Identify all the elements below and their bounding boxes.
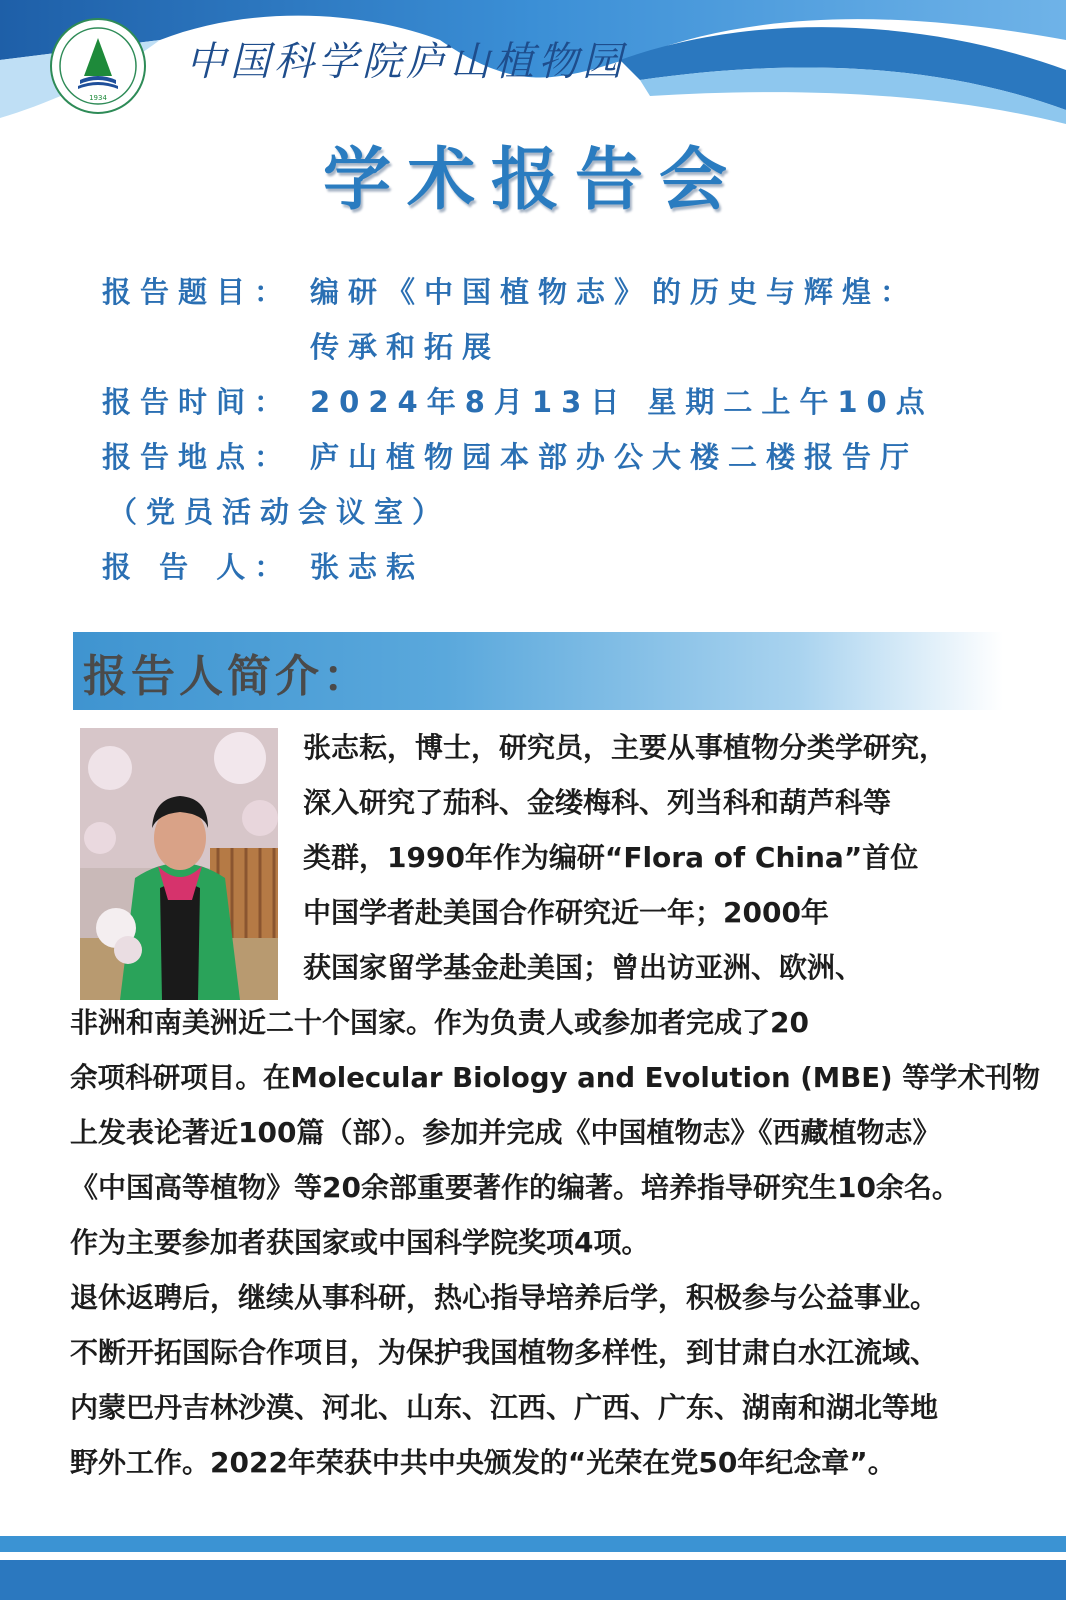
place-line2: （党员活动会议室） — [108, 495, 451, 529]
bio-line: 野外工作。2022年荣获中共中央颁发的“光荣在党50年纪念章”。 — [70, 1446, 896, 1479]
topic-value: 编研《中国植物志》的历史与辉煌： — [310, 275, 919, 309]
time-value: 2024年8月13日 星期二上午10点 — [310, 385, 934, 419]
bio-line: 中国学者赴美国合作研究近一年；2000年 — [303, 896, 829, 929]
bio-line: 深入研究了茄科、金缕梅科、列当科和葫芦科等 — [303, 786, 892, 819]
footer-stripe-dark — [0, 1560, 1066, 1600]
speaker-label: 报 告 人： — [102, 550, 293, 584]
bio-line: 内蒙巴丹吉林沙漠、河北、山东、江西、广西、广东、湖南和湖北等地 — [70, 1391, 939, 1424]
footer-stripe-light — [0, 1536, 1066, 1552]
section-header-bar — [73, 632, 1003, 710]
bio-line: 不断开拓国际合作项目，为保护我国植物多样性，到甘肃白水江流域、 — [70, 1336, 939, 1369]
bio-line: 获国家留学基金赴美国；曾出访亚洲、欧洲、 — [303, 951, 864, 984]
topic-label: 报告题目： — [102, 275, 293, 309]
topic-row — [102, 270, 918, 311]
bio-line: 非洲和南美洲近二十个国家。作为负责人或参加者完成了20 — [70, 1006, 809, 1039]
time-label: 报告时间： — [102, 385, 293, 419]
time-row — [102, 380, 934, 421]
garden-logo — [50, 18, 146, 114]
speaker-value: 张志耘 — [310, 550, 425, 584]
place-row — [102, 435, 918, 476]
speaker-row — [102, 545, 424, 586]
svg-text:1934: 1934 — [89, 94, 107, 102]
bio-line: 《中国高等植物》等20余部重要著作的编著。培养指导研究生10余名。 — [70, 1171, 960, 1204]
bio-line: 作为主要参加者获国家或中国科学院奖项4项。 — [70, 1226, 650, 1259]
header-banner — [0, 0, 1066, 130]
institution-name: 中国科学院庐山植物园 — [186, 39, 626, 85]
bio-line: 余项科研项目。在Molecular Biology and Evolution (MBE) 等学术刊物 — [70, 1061, 1040, 1094]
bio-line: 上发表论著近100篇（部）。参加并完成《中国植物志》《西藏植物志》 — [70, 1116, 941, 1149]
page-title: 学术报告会 — [322, 141, 743, 220]
bio-line: 类群，1990年作为编研“Flora of China”首位 — [303, 841, 919, 874]
bio-line: 张志耘，博士，研究员，主要从事植物分类学研究， — [303, 731, 948, 764]
bio-line: 退休返聘后，继续从事科研，热心指导培养后学，积极参与公益事业。 — [70, 1281, 939, 1314]
place-label: 报告地点： — [102, 440, 293, 474]
section-title: 报告人简介： — [83, 651, 371, 702]
place-value: 庐山植物园本部办公大楼二楼报告厅 — [310, 440, 919, 474]
topic-line2: 传承和拓展 — [310, 330, 501, 364]
speaker-photo — [80, 728, 278, 1000]
